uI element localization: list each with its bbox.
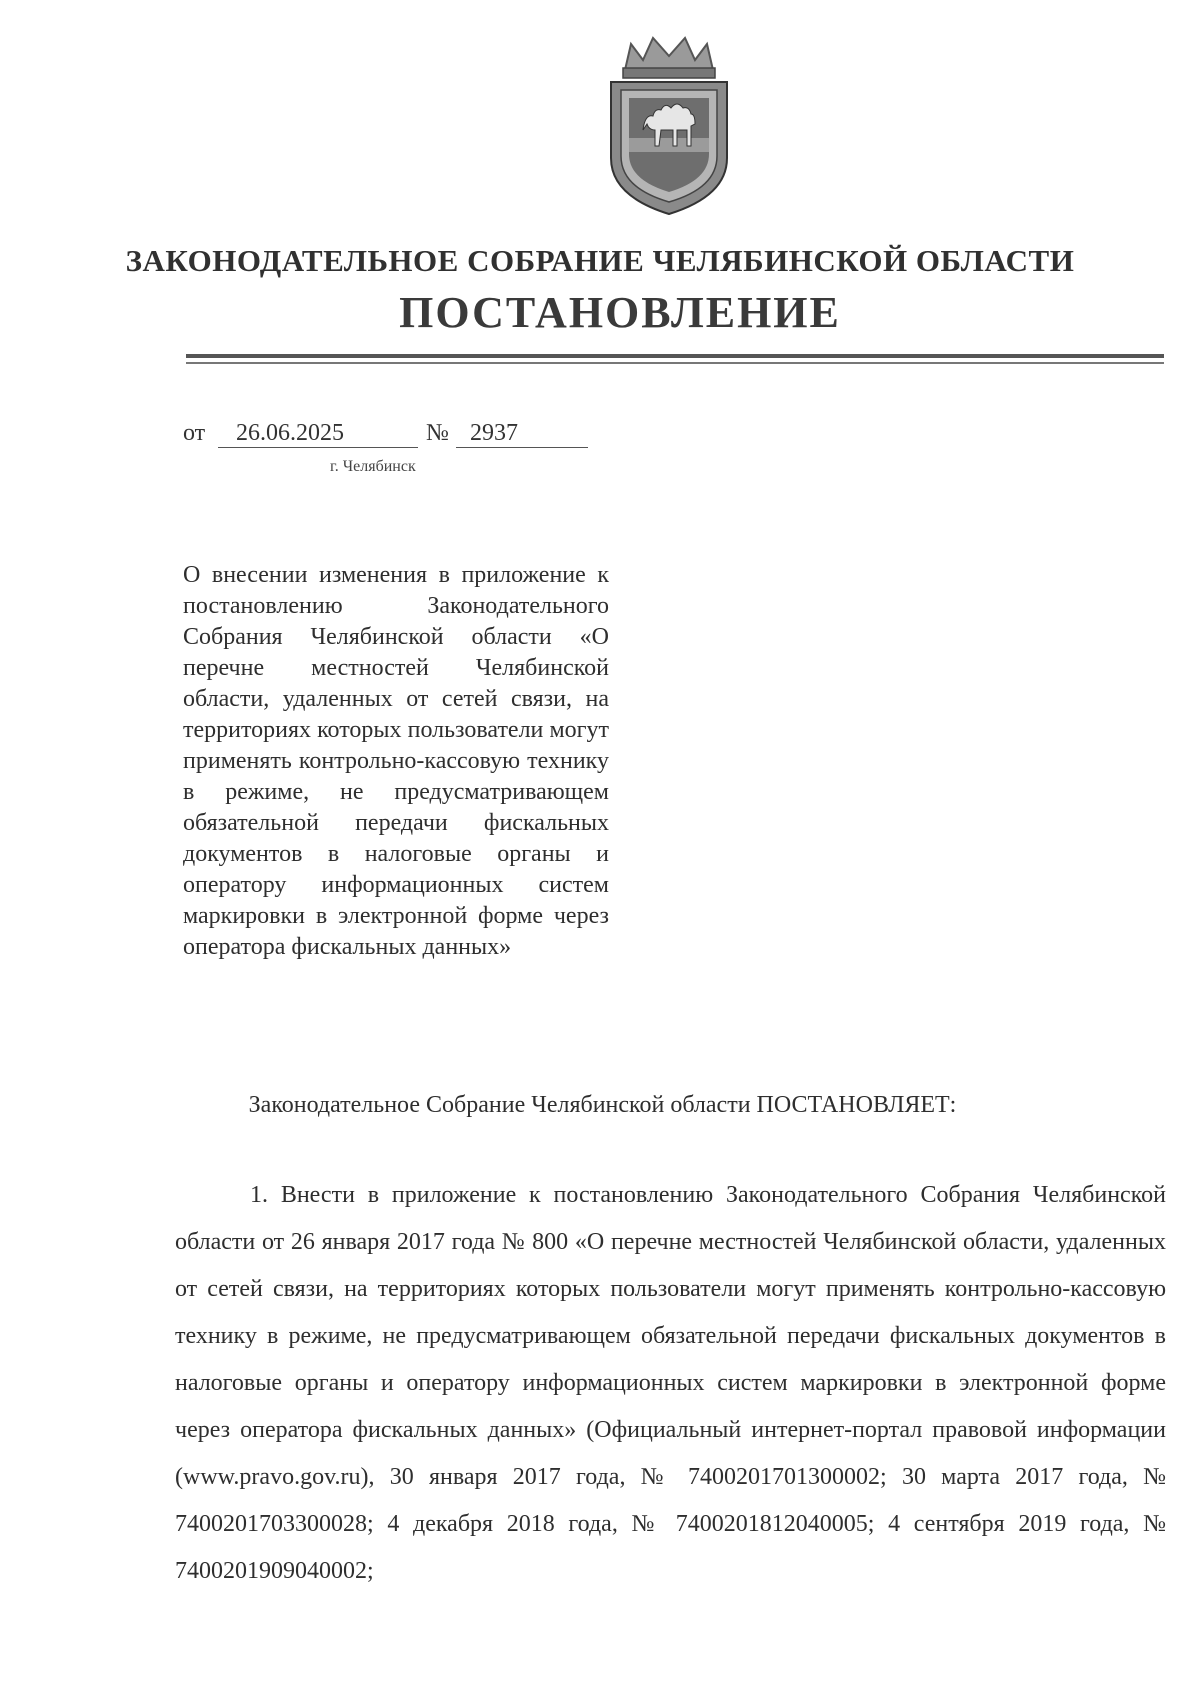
- from-label: от: [183, 420, 206, 446]
- document-number: 2937: [456, 420, 588, 448]
- document-subject: О внесении изменения в приложение к постановлению Законодательного Собрания Челябинской области «О перечне местностей Челябинской области, удаленных от сетей связи, на территориях которых пользователи могут применять контрольно-кассовую технику в режиме, не предусматривающем обязательной передачи фискальных документов в налоговые органы и оператору информационных систем маркировки в электронной форме через оператора фискальных данных»: [183, 562, 609, 960]
- coat-of-arms-icon: [583, 30, 755, 220]
- header-divider-thick: [186, 354, 1164, 358]
- document-type-title: ПОСТАНОВЛЕНИЕ: [399, 288, 841, 337]
- header-divider-thin: [186, 362, 1164, 364]
- document-date: 26.06.2025: [218, 420, 418, 448]
- paragraph-1: 1. Внести в приложение к постановлению Законодательного Собрания Челябинской области от 26 января 2017 года № 800 «О перечне местностей Челябинской области, удаленных от сетей связи, на территориях которых пользователи могут применять контрольно-кассовую технику в режиме, не предусматривающем обязательной передачи фискальных документов в налоговые органы и оператору информационных систем маркировки в электронной форме через оператора фискальных данных» (Официальный интернет-портал правовой информации (www.pravo.gov.ru), 30 января 2017 года, № 7400201701300002; 30 марта 2017 года, № 7400201703300028; 4 декабря 2018 года, № 7400201812040005; 4 сентября 2019 года, № 7400201909040002;: [175, 1182, 1166, 1584]
- number-label: №: [426, 420, 449, 446]
- preamble: Законодательное Собрание Челябинской области ПОСТАНОВЛЯЕТ:: [248, 1092, 957, 1118]
- organization-title: ЗАКОНОДАТЕЛЬНОЕ СОБРАНИЕ ЧЕЛЯБИНСКОЙ ОБЛАСТИ: [125, 243, 1075, 278]
- city-label: г. Челябинск: [330, 458, 416, 475]
